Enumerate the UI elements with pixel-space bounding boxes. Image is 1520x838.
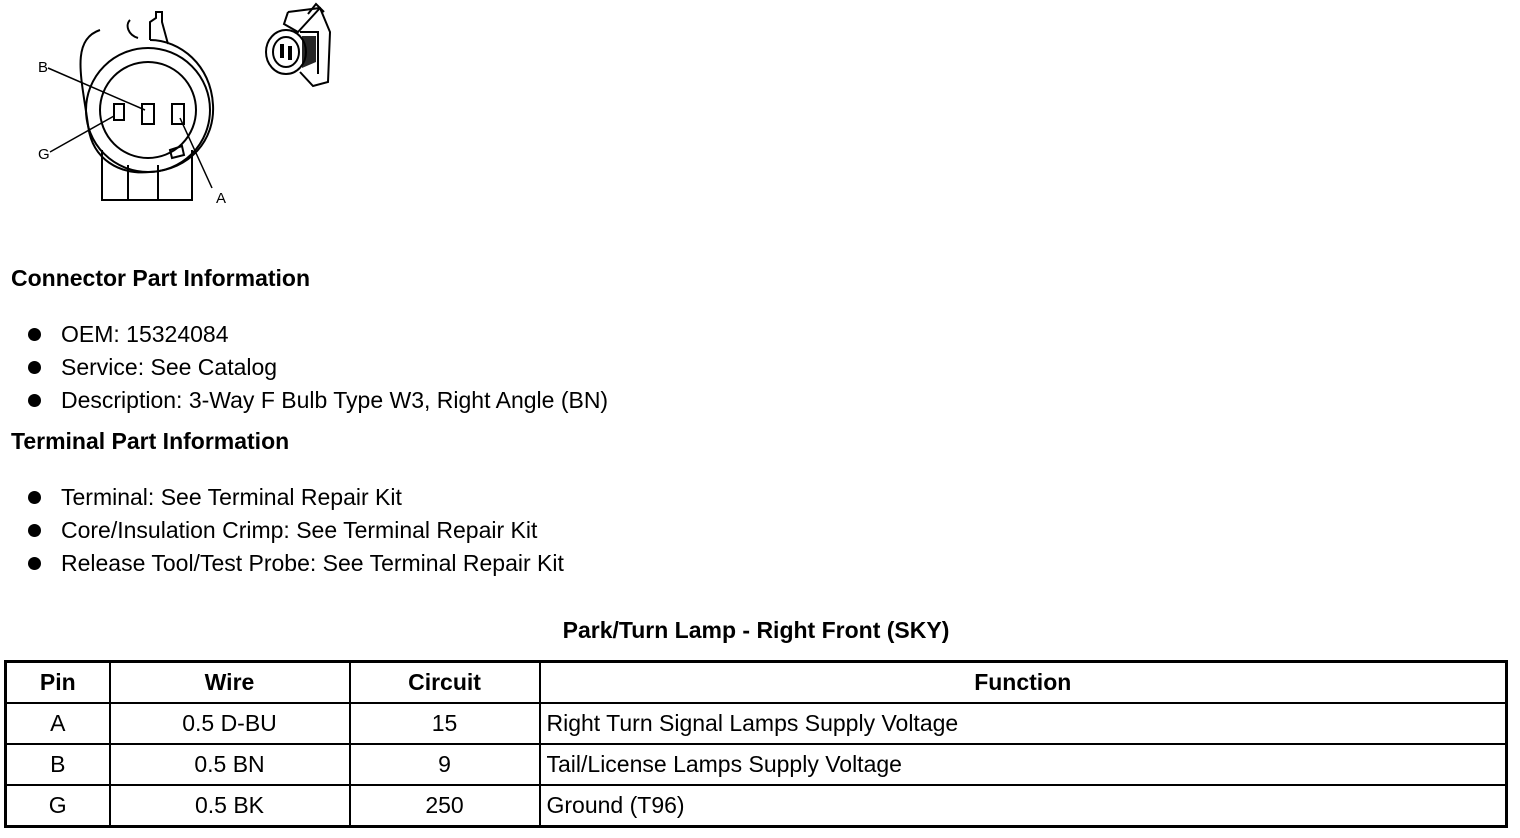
cell-circuit: 250: [350, 785, 540, 827]
list-item-text: Service: See Catalog: [61, 354, 278, 380]
cell-wire: 0.5 BN: [110, 744, 350, 785]
list-item: [28, 547, 564, 580]
table-header-row: [6, 662, 1507, 704]
cell-wire: 0.5 D-BU: [110, 703, 350, 744]
cell-pin: A: [6, 703, 110, 744]
list-item-text: Core/Insulation Crimp: See Terminal Repair Kit: [61, 517, 538, 543]
bullet-icon: [28, 328, 41, 341]
header-circuit: Circuit: [350, 662, 540, 704]
cell-function: Right Turn Signal Lamps Supply Voltage: [540, 703, 1507, 744]
terminal-part-info-list: [28, 481, 564, 580]
list-item-text: OEM: 15324084: [61, 321, 229, 347]
connector-part-info-heading: Connector Part Information: [11, 265, 311, 291]
bullet-icon: [28, 361, 41, 374]
list-item-text: Terminal: See Terminal Repair Kit: [61, 484, 402, 510]
list-item-text: Release Tool/Test Probe: See Terminal Repair Kit: [61, 550, 564, 576]
bullet-icon: [28, 524, 41, 537]
table-row: [6, 703, 1507, 744]
list-item: [28, 514, 564, 547]
connector-part-info-list: [28, 318, 608, 417]
table-row: [6, 744, 1507, 785]
bullet-icon: [28, 491, 41, 504]
pin-label-a: A: [216, 190, 227, 207]
cell-pin: G: [6, 785, 110, 827]
list-item: [28, 318, 608, 351]
table-row: [6, 785, 1507, 827]
cell-function: Tail/License Lamps Supply Voltage: [540, 744, 1507, 785]
cell-wire: 0.5 BK: [110, 785, 350, 827]
pinout-table-title: Park/Turn Lamp - Right Front (SKY): [562, 617, 950, 643]
header-wire: Wire: [110, 662, 350, 704]
list-item: [28, 481, 564, 514]
pin-label-b: B: [38, 59, 49, 76]
pin-label-g: G: [38, 146, 50, 163]
cell-pin: B: [6, 744, 110, 785]
connector-isometric-diagram: [258, 2, 338, 88]
cell-function: Ground (T96): [540, 785, 1507, 827]
cell-circuit: 15: [350, 703, 540, 744]
terminal-part-info-heading: Terminal Part Information: [11, 428, 290, 454]
cell-circuit: 9: [350, 744, 540, 785]
list-item: [28, 384, 608, 417]
header-function: Function: [540, 662, 1507, 704]
bullet-icon: [28, 394, 41, 407]
pinout-table: [4, 660, 1508, 828]
header-pin: Pin: [6, 662, 110, 704]
connector-face-diagram: [30, 0, 230, 210]
bullet-icon: [28, 557, 41, 570]
list-item-text: Description: 3-Way F Bulb Type W3, Right Angle (BN): [61, 387, 609, 413]
list-item: [28, 351, 608, 384]
